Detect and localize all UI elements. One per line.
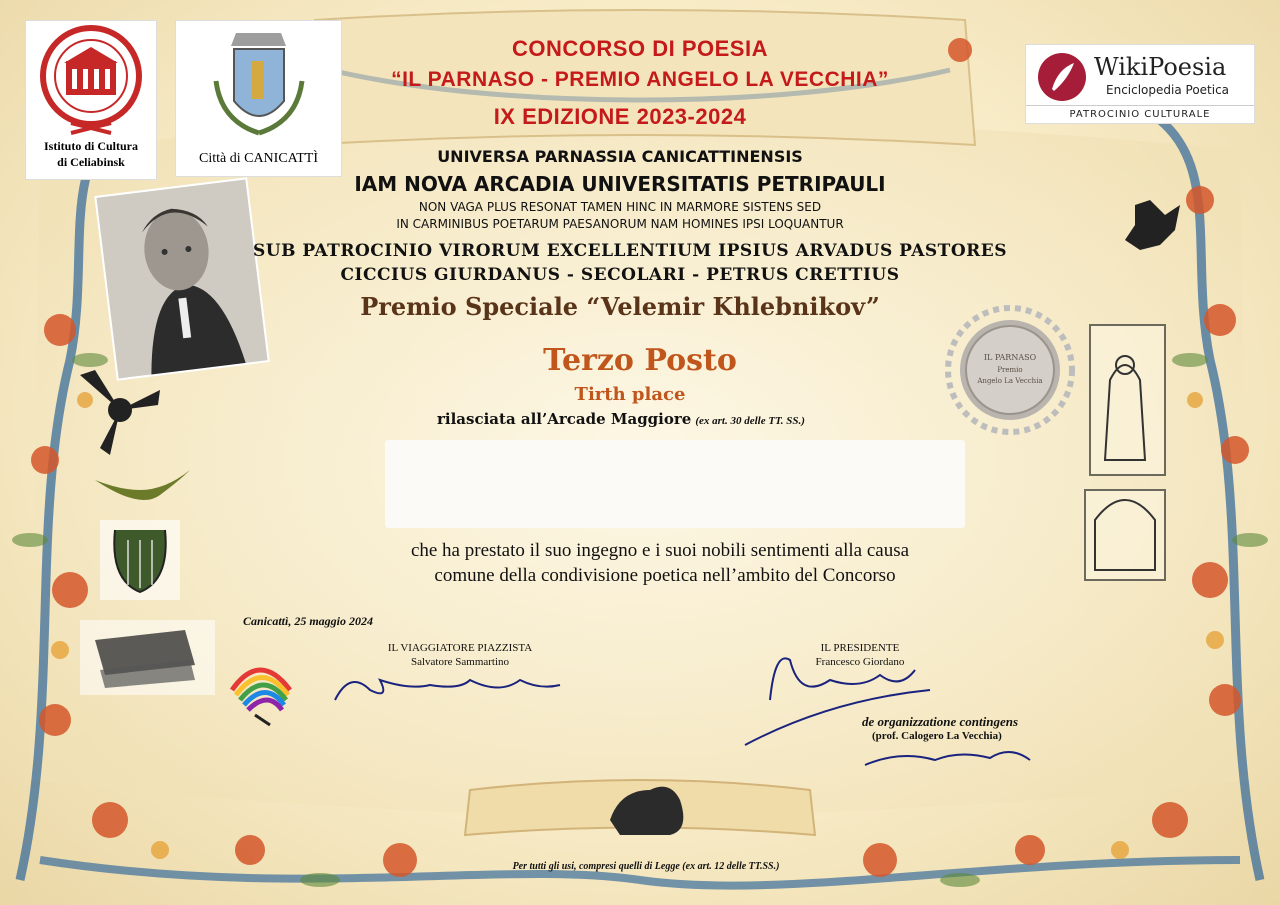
wiki-brand: WikiPoesia [1094, 53, 1227, 81]
contest-edition: IX EDIZIONE 2023-2024 [493, 104, 747, 129]
patronage-line-2: CICCIUS GIURDANUS - SECOLARI - PETRUS CRETTIUS [340, 265, 900, 285]
legal-footer: Per tutti gli usi, compresi quelli di Legge (ex art. 12 delle TT.SS.) [512, 861, 780, 872]
left-signatory-title: IL VIAGGIATORE PIAZZISTA [387, 642, 533, 654]
patronage-line-1: SUB PATROCINIO VIRORUM EXCELLENTIUM IPSIUS ARVADUS PASTORES [252, 241, 1007, 261]
institute-name: Istituto di Cultura [43, 139, 138, 153]
place-date: Canicattì, 25 maggio 2024 [243, 614, 374, 628]
place-english: Tirth place [574, 384, 686, 405]
left-signatory-name: Salvatore Sammartino [410, 656, 510, 668]
place-italian: Terzo Posto [543, 343, 737, 378]
institute-city: di Celiabinsk [57, 155, 125, 169]
contest-title: CONCORSO DI POESIA [512, 36, 768, 61]
latin-line-4: IN CARMINIBUS POETARUM PAESANORUM NAM HOMINES IPSI LOQUANTUR [396, 217, 844, 231]
latin-line-2: IAM NOVA ARCADIA UNIVERSITATIS PETRIPAULI [354, 172, 886, 196]
body-line-2: comune della condivisione poetica nell’ambito del Concorso [434, 565, 896, 586]
wiki-patronage: PATROCINIO CULTURALE [1069, 109, 1211, 120]
right-signatory-title: IL PRESIDENTE [820, 642, 900, 654]
town-caption: Città di CANICATTÌ [199, 151, 318, 166]
wiki-subtitle: Enciclopedia Poetica [1106, 83, 1230, 97]
svg-text:IL PARNASO: IL PARNASO [983, 353, 1037, 362]
svg-text:Angelo La Vecchia: Angelo La Vecchia [977, 377, 1043, 385]
latin-line-3: NON VAGA PLUS RESONAT TAMEN HINC IN MARMORE SISTENS SED [418, 200, 822, 214]
issued-to-note: (ex art. 30 delle TT. SS.) [695, 415, 805, 427]
body-line-1: che ha prestato il suo ingegno e i suoi nobili sentimenti alla causa [410, 540, 910, 561]
recipient-name-redacted [385, 440, 965, 528]
special-prize-title: Premio Speciale “Velemir Khlebnikov” [360, 292, 880, 321]
typewriter-sketch [80, 620, 215, 695]
issued-to [437, 410, 957, 429]
organizer-title: de organizzatione contingens [862, 714, 1019, 729]
right-signatory-name: Francesco Giordano [815, 656, 905, 668]
issued-to-text: rilasciata all’Arcade Maggiore [437, 410, 692, 428]
svg-text:Premio: Premio [997, 366, 1023, 374]
contest-subtitle: “IL PARNASO - PREMIO ANGELO LA VECCHIA” [391, 68, 889, 91]
latin-line-1: UNIVERSA PARNASSIA CANICATTINENSIS [437, 147, 803, 166]
organizer-name: (prof. Calogero La Vecchia) [872, 730, 1002, 742]
